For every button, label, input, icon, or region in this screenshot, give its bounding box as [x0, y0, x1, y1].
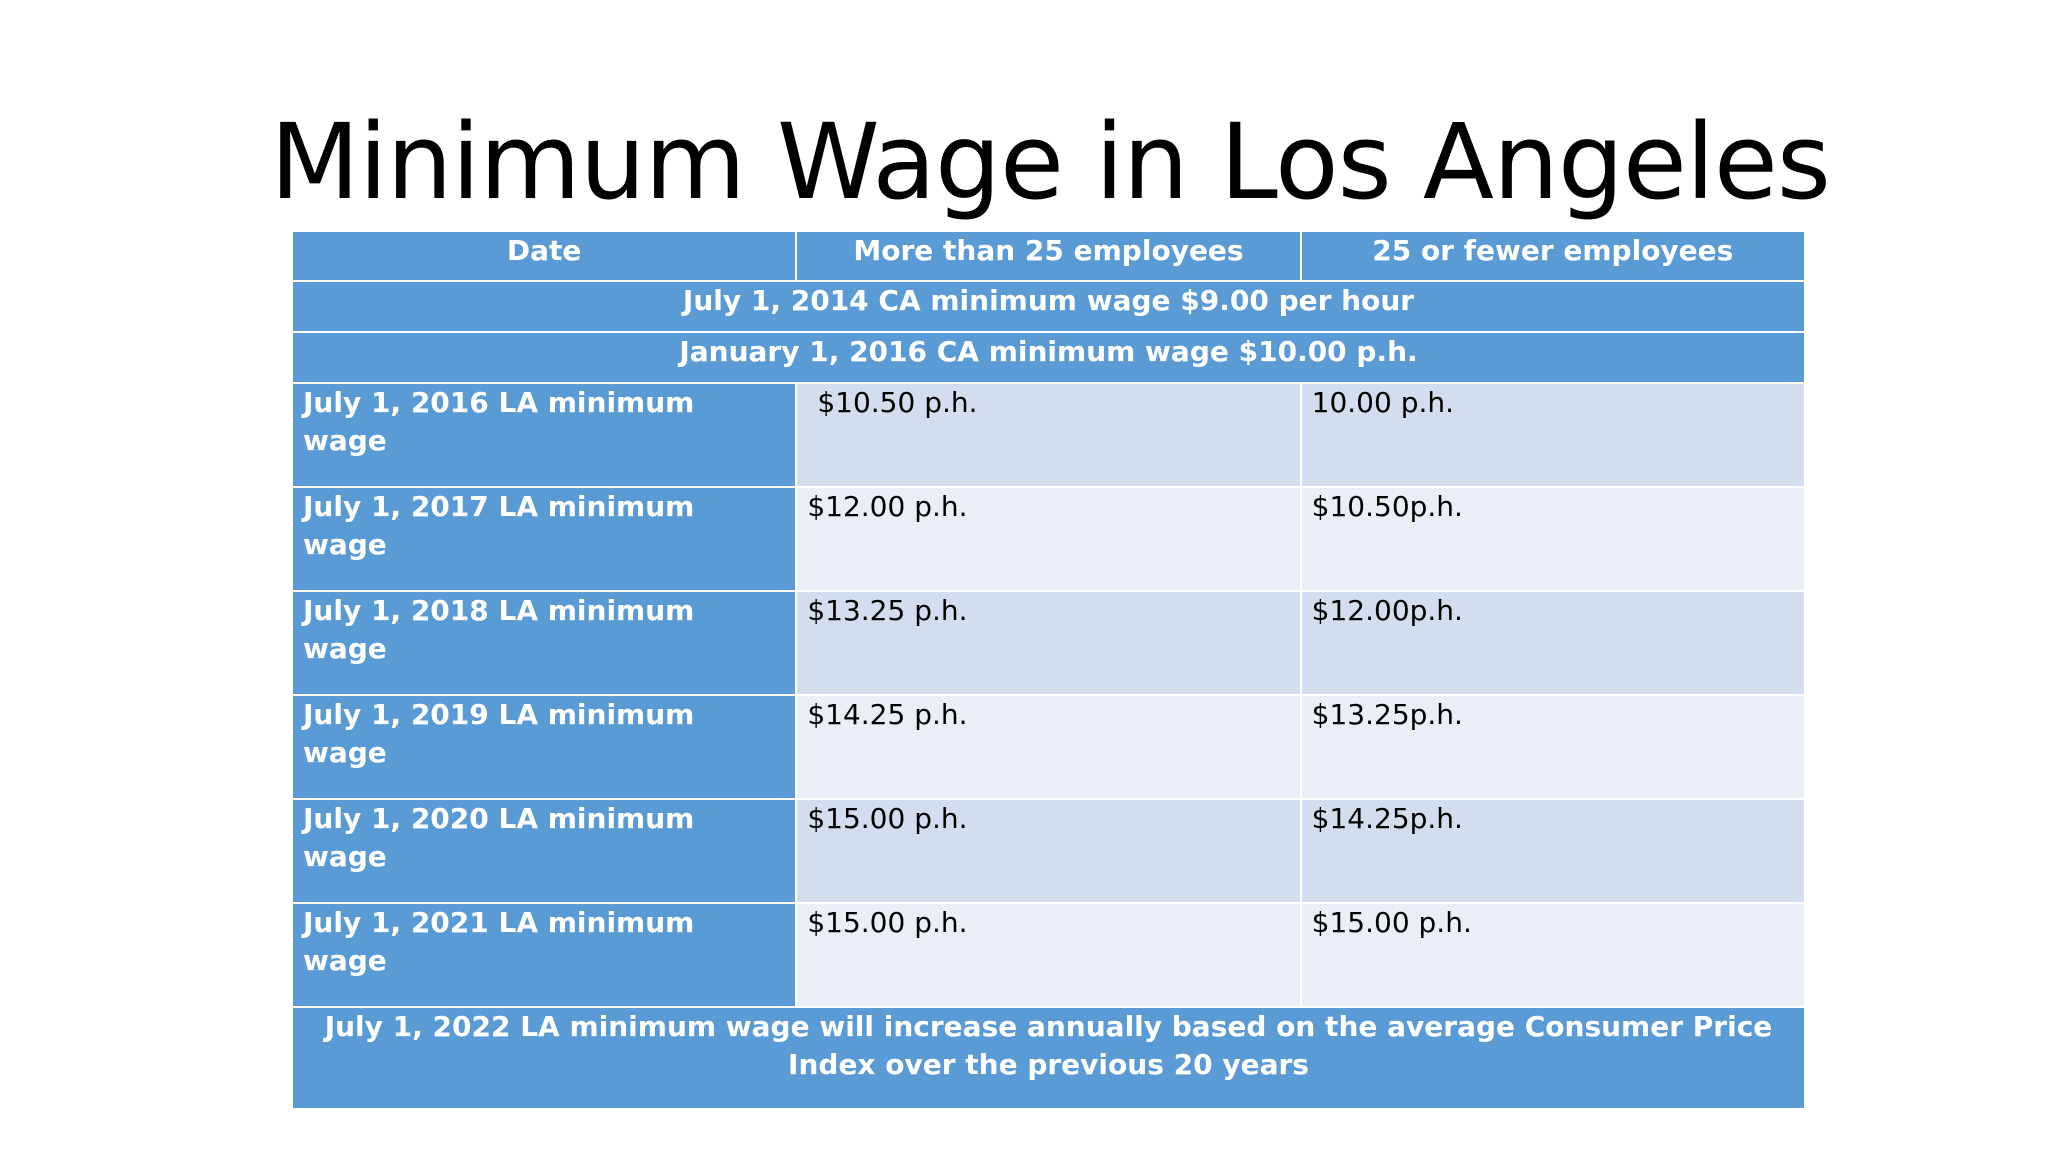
table-span-row	[292, 281, 1805, 332]
more-than-25-cell: $14.25 p.h.	[796, 695, 1300, 799]
table-row	[292, 383, 1805, 487]
slide-title: Minimum Wage in Los Angeles	[270, 101, 1830, 223]
date-cell: July 1, 2017 LA minimum wage	[292, 487, 796, 591]
table-row	[292, 799, 1805, 903]
more-than-25-cell: $10.50 p.h.	[796, 383, 1300, 487]
fewer-25-cell: $14.25p.h.	[1301, 799, 1805, 903]
more-than-25-cell: $15.00 p.h.	[796, 799, 1300, 903]
date-cell: July 1, 2019 LA minimum wage	[292, 695, 796, 799]
fewer-25-cell: $10.50p.h.	[1301, 487, 1805, 591]
date-cell: July 1, 2016 LA minimum wage	[292, 383, 796, 487]
table-row	[292, 903, 1805, 1007]
date-cell: July 1, 2020 LA minimum wage	[292, 799, 796, 903]
more-than-25-cell: $13.25 p.h.	[796, 591, 1300, 695]
column-header-more-than-25: More than 25 employees	[796, 231, 1300, 281]
table-row	[292, 591, 1805, 695]
span-row-2016: January 1, 2016 CA minimum wage $10.00 p.h.	[292, 332, 1805, 383]
fewer-25-cell: 10.00 p.h.	[1301, 383, 1805, 487]
table-header-row	[292, 231, 1805, 281]
date-cell: July 1, 2018 LA minimum wage	[292, 591, 796, 695]
column-header-25-or-fewer: 25 or fewer employees	[1301, 231, 1805, 281]
fewer-25-cell: $13.25p.h.	[1301, 695, 1805, 799]
table-row	[292, 487, 1805, 591]
minimum-wage-table	[291, 230, 1806, 1110]
more-than-25-cell: $12.00 p.h.	[796, 487, 1300, 591]
fewer-25-cell: $15.00 p.h.	[1301, 903, 1805, 1007]
fewer-25-cell: $12.00p.h.	[1301, 591, 1805, 695]
span-row-2014: July 1, 2014 CA minimum wage $9.00 per hour	[292, 281, 1805, 332]
more-than-25-cell: $15.00 p.h.	[796, 903, 1300, 1007]
table-span-row	[292, 332, 1805, 383]
column-header-date: Date	[292, 231, 796, 281]
table-footer-row	[292, 1007, 1805, 1109]
table-row	[292, 695, 1805, 799]
date-cell: July 1, 2021 LA minimum wage	[292, 903, 796, 1007]
footer-note: July 1, 2022 LA minimum wage will increase annually based on the average Consumer Price Index over the previous 20 years	[292, 1007, 1805, 1109]
